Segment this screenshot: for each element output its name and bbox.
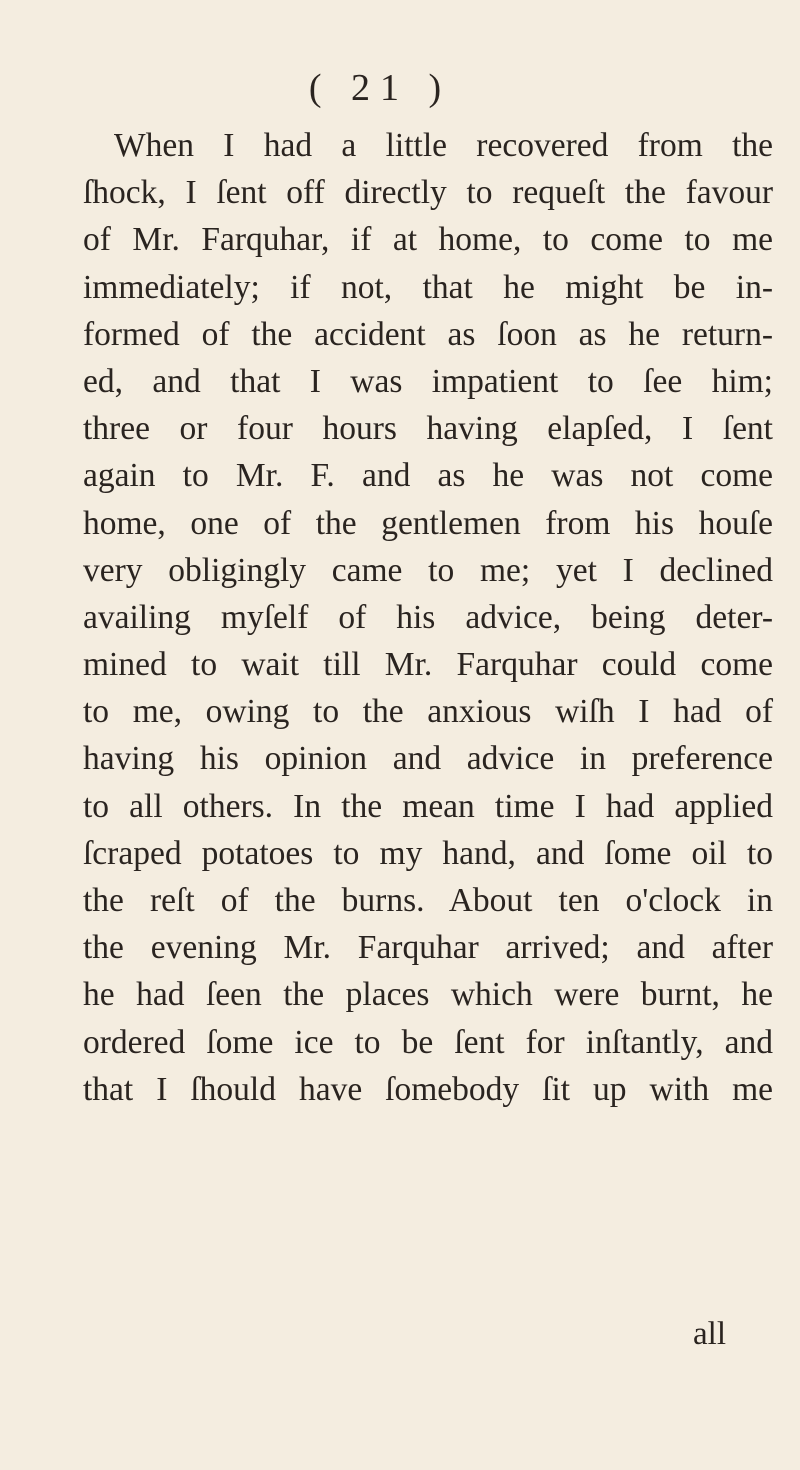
catchword: all xyxy=(693,1316,726,1352)
text-line: availing myſelf of his advice, being deter- xyxy=(83,598,773,636)
text-line: immediately; if not, that he might be in- xyxy=(83,268,773,306)
text-line: When I had a little recovered from the xyxy=(114,127,773,164)
text-line: home, one of the gentlemen from his houſe xyxy=(83,504,773,542)
text-line: having his opinion and advice in preference xyxy=(83,740,773,778)
text-line: the evening Mr. Farquhar arrived; and after xyxy=(83,929,773,967)
text-line: ed, and that I was impatient to ſee him; xyxy=(83,362,773,400)
text-line: the reſt of the burns. About ten o'clock in xyxy=(83,882,773,919)
text-line: he had ſeen the places which were burnt, he xyxy=(83,976,773,1014)
text-line: very obligingly came to me; yet I declined xyxy=(83,551,773,589)
text-line: three or four hours having elapſed, I ſent xyxy=(83,410,773,448)
page-number: ( 21 ) xyxy=(308,67,452,109)
text-line: ſhock, I ſent off directly to requeſt the favour xyxy=(83,174,773,212)
text-line: formed of the accident as ſoon as he return- xyxy=(83,315,773,353)
text-line: mined to wait till Mr. Farquhar could come xyxy=(83,646,773,684)
text-line: to all others. In the mean time I had applied xyxy=(83,787,773,825)
text-line: ordered ſome ice to be ſent for inſtantly, and xyxy=(83,1023,773,1061)
body-text xyxy=(83,122,773,1113)
text-line: that I ſhould have ſomebody ſit up with me xyxy=(83,1070,773,1108)
text-line: to me, owing to the anxious wiſh I had of xyxy=(83,693,773,731)
text-line: ſcraped potatoes to my hand, and ſome oil to xyxy=(83,834,773,872)
text-line: of Mr. Farquhar, if at home, to come to me xyxy=(83,221,773,259)
text-line: again to Mr. F. and as he was not come xyxy=(83,457,773,495)
